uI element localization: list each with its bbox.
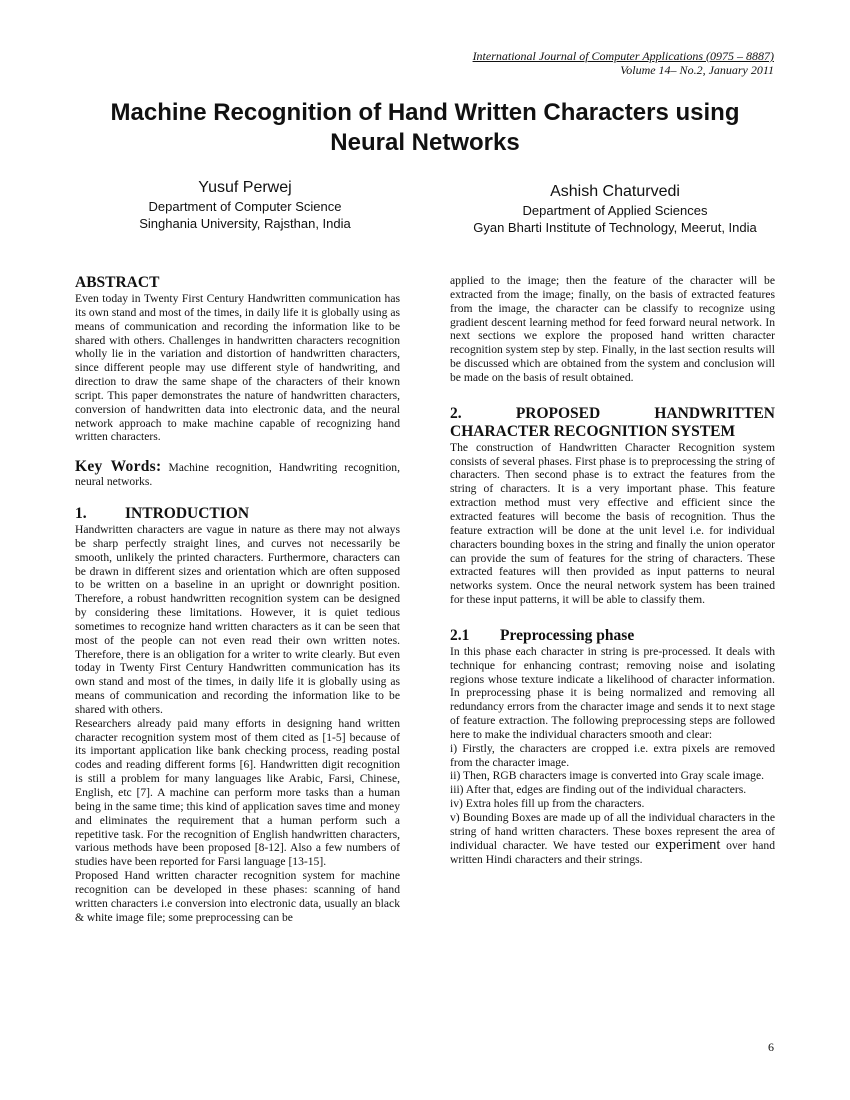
section2-text: The construction of Handwritten Character Recognition system consists of several phases. First phase is to preprocessing the string of characters. Then second phase is to extract the features from the string of characters. It is a very important phase. This feature extraction method must very effective and efficient since the extracted features will become the basis of recognition. Thus the feature extraction will be done at the unit level i.e. for individual characters bounding boxes in the string and finally the union operator can provide the sum of features for the string of characters. These extracted features will then provided as input patterns to neural networks system. Once the neural network system has been trained for these input patterns, it will be able to classify them. — [450, 440, 775, 607]
author-name: Yusuf Perwej — [198, 179, 292, 196]
paper-title: Machine Recognition of Hand Written Characters using Neural Networks — [110, 99, 740, 156]
author-institution: Singhania University, Rajsthan, India — [139, 216, 351, 231]
section2-heading-word-2: HANDWRITTEN — [654, 404, 775, 422]
page-number: 6 — [768, 1040, 774, 1054]
section21-intro: In this phase each character in string is pre-processed. It deals with technique for enhancing contrast; removing noise and isolating regions whose texture indicate a likelihood of character information. In preprocessing phase it is being normalized and removing all redundancy errors from the character image and sends it to next stage of feature extraction. The following preprocessing steps are followed here to make the individual characters smooth and clear: — [450, 644, 775, 741]
journal-volume: Volume 14– No.2, January 2011 — [620, 63, 774, 77]
section21-number: 2.1 — [450, 626, 470, 644]
section21-step-4: iv) Extra holes fill up from the characters. — [450, 797, 645, 811]
author-block-2 — [450, 182, 780, 236]
journal-header — [473, 49, 774, 77]
section2-number: 2. — [450, 404, 462, 422]
author-institution: Gyan Bharti Institute of Technology, Meerut, India — [473, 220, 757, 235]
intro-heading — [75, 505, 400, 523]
step5-after: over hand written Hindi characters and their strings. — [450, 838, 775, 866]
section2-heading — [450, 405, 775, 423]
abstract-heading: ABSTRACT — [75, 274, 160, 291]
keywords — [75, 460, 400, 489]
right-column — [450, 274, 775, 866]
intro-paragraph-3: Proposed Hand written character recognition system for machine recognition can be developed in these phases: scanning of hand written characters i.e conversion into electronic data, usually an black & white image file; some preprocessing can be — [75, 869, 400, 924]
section2-heading-line2: CHARACTER RECOGNITION SYSTEM — [450, 422, 736, 440]
section2-heading-word-1: PROPOSED — [515, 404, 601, 422]
step5-word: experiment — [655, 836, 721, 853]
section21-step-5 — [450, 811, 775, 866]
keywords-heading: Key Words: — [75, 458, 162, 476]
keywords-text: Machine recognition, Handwriting recognition, neural networks. — [75, 461, 400, 489]
author-department: Department of Applied Sciences — [522, 203, 708, 218]
author-block-1 — [110, 178, 380, 232]
left-column — [75, 274, 400, 924]
step5-before: v) Bounding Boxes are made up of all the individual characters in the string of hand written characters. These boxes represent the area of individual character. We have tested our — [450, 811, 775, 852]
intro-continuation: applied to the image; then the feature of the character will be extracted from the image; finally, on the basis of extracted features from the image, the character can be classify to recognize using gradient descent learning method for feed forward neural network. In next sections we explore the proposed hand written character recognition system step by step. Finally, in the last section results will be discussed which are obtained from the system and conclusion will be made on the basis of result obtained. — [450, 274, 775, 384]
abstract-text: Even today in Twenty First Century Handwritten communication has its own stand and most of the times, in daily life it is globally using as means of communication and recording the information like to be shared with others. Challenges in handwritten characters recognition wholly lie in the variation and distortion of handwritten characters, since different people may use different style of handwriting, and direction to draw the same shape of the characters of their known script. This paper demonstrates the nature of handwritten characters, conversion of handwritten data into electronic data, and the neural network approach to make machine capable of recognizing hand written characters. — [75, 292, 400, 444]
author-name: Ashish Chaturvedi — [550, 183, 680, 200]
intro-title: INTRODUCTION — [125, 504, 250, 522]
intro-number: 1. — [75, 504, 87, 522]
journal-name: International Journal of Computer Applications (0975 – 8887) — [472, 49, 774, 63]
section21-title: Preprocessing phase — [500, 626, 635, 644]
section21-step-3: iii) After that, edges are finding out of the individual characters. — [450, 783, 747, 797]
section21-step-1: i) Firstly, the characters are cropped i.e. extra pixels are removed from the character image. — [450, 741, 775, 769]
author-department: Department of Computer Science — [148, 199, 342, 214]
section21-heading — [450, 627, 775, 645]
section21-step-2: ii) Then, RGB characters image is converted into Gray scale image. — [450, 769, 764, 783]
intro-paragraph-2: Researchers already paid many efforts in designing hand written character recognition system most of them cited as [1-5] because of its important application like bank checking process, reading postal codes and reading different forms [6]. Handwritten digit recognition is still a problem for many languages like Arabic, Farsi, Chinese, English, etc [7]. A machine can perform more tasks than a human being in the same time; this kind of application saves time and money and eliminates the requirement that a human perform such a repetitive task. For the recognition of English handwritten characters, various methods have been proposed [8-12]. Also a few numbers of studies have been reported for Farsi language [13-15]. — [75, 716, 400, 869]
intro-paragraph-1: Handwritten characters are vague in nature as there may not always be sharp perfectly straight lines, and curves not necessarily be smooth, unlikely the printed characters. Furthermore, characters can be drawn in different sizes and orientation which are often supposed to be written on a baseline in an upright or downright position. Therefore, a robust handwritten recognition system can be designed by considering these limitations. However, it is quiet tedious sometimes to recognize hand written characters as it can be seen that most of the people can not even read their own written notes. Therefore, there is an obligation for a writer to write clearly. But even today in Twenty First Century Handwritten communication has its own stand and most of the times, in daily life it is globally using as means of communication and recording the information like to be shared with others. — [75, 522, 400, 716]
